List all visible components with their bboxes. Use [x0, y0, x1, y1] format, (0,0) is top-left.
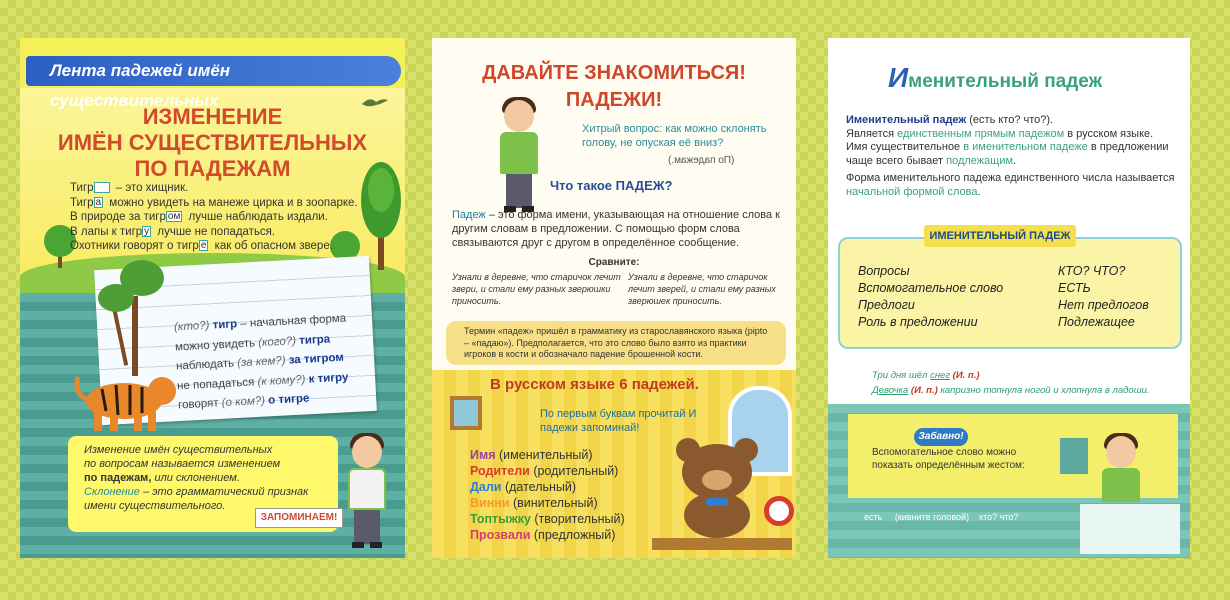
ribbon-title: Лента падежей имён существительных [26, 56, 401, 86]
row-value: КТО? ЧТО? [1058, 264, 1126, 278]
tiger-sentences [70, 181, 370, 254]
window-illustration [1060, 438, 1088, 474]
sentence-line: Тигр – это хищник. [70, 182, 189, 194]
teddy-bear-icon [668, 436, 768, 540]
summary-box-title: ИМЕНИТЕЛЬНЫЙ ПАДЕЖ [924, 225, 1076, 247]
title-line-3: ПО ПАДЕЖАМ [134, 156, 291, 181]
list-item: Имя (именительный) [470, 448, 593, 462]
page-title: ДАВАЙТЕ ЗНАКОМИТЬСЯ! ПАДЕЖИ! [482, 62, 746, 111]
declension-line: не попадаться (к кому?) к тигру [176, 371, 349, 392]
list-item: Топтыжку (творительный) [470, 512, 625, 526]
mirrored-answer: (По падежам.) [668, 155, 735, 166]
remember-label: ЗАПОМИНАЕМ! [255, 508, 343, 528]
declension-line: наблюдать (за кем?) за тигром [175, 351, 345, 373]
row-value: ЕСТЬ [1058, 281, 1091, 295]
ending-box: а [95, 196, 102, 208]
list-item: Прозвали (предложный) [470, 528, 616, 542]
row-label: Вспомогательное слово [858, 281, 1004, 295]
sentence-line: Охотники говорят о тигр е как об опасном звере. [70, 240, 333, 252]
mnemonic-instruction: По первым буквам прочитай И падежи запоминай! [540, 408, 697, 434]
tricky-question: Хитрый вопрос: как можно склонять голову, не опуская её вниз? [582, 123, 767, 149]
page-title [20, 104, 405, 182]
ending-box [94, 182, 110, 193]
nominative-description: Именительный падеж (есть кто? что?). Является единственным прямым падежом в русском языке. Имя существительное в именительном падеже в предложении чаще всего бывает подлежащим. Форма именительного падежа единственного числа называется начальной формой слова. [846, 114, 1175, 198]
rule-note-text: Изменение имён существительных по вопросам называется изменением по падежам, или склонением. Склонение – это грамматический признак имени существительного. [84, 444, 309, 512]
page-title: Именительный падеж [888, 62, 1103, 93]
compare-label: Сравните: [588, 257, 640, 268]
row-label: Вопросы [858, 264, 910, 278]
row-value: Нет предлогов [1058, 298, 1149, 312]
tiger-icon [72, 363, 182, 433]
case-definition: Падеж – это форма имени, указывающая на отношение слова к другим словам в предложении. С помощью форм слова связываются друг с другом в определённое сообщение. [452, 209, 780, 249]
boy-illustration [494, 100, 544, 215]
fun-badge: Забавно! [914, 428, 968, 446]
gesture-note: Вспомогательное слово можно показать определённым жестом: [872, 447, 1025, 471]
term-origin-note: Термин «падеж» пришёл в грамматику из старославянского языка (pipto – «падаю»). Предполагается, что это слово было взято из практики игроков в кости и обозначало падение брошенной кости. [446, 321, 786, 365]
tree-icon [96, 256, 176, 376]
row-value: Подлежащее [1058, 315, 1135, 329]
title-line-2: ИМЁН СУЩЕСТВИТЕЛЬНЫХ [57, 130, 368, 155]
poster-panel-nominative [828, 38, 1190, 558]
bow-tie [706, 498, 728, 506]
list-item: Дали (дательный) [470, 480, 577, 494]
declension-line: говорят (о ком?) о тигре [177, 392, 310, 412]
list-item: Родители (родительный) [470, 464, 619, 478]
ending-box: ом [167, 211, 181, 223]
picture-frame-icon [450, 396, 482, 430]
nominative-examples: Три дня шёл снег (И. п.) Девочка (И. п.) капризно топнула ногой и хлопнула в ладоши. [872, 370, 1150, 396]
white-card [1080, 504, 1180, 554]
row-label: Предлоги [858, 298, 915, 312]
case-mnemonic-list [470, 447, 625, 543]
poster-panel-noun-cases [20, 38, 405, 558]
title-line-1: ИЗМЕНЕНИЕ [142, 104, 283, 129]
sentence-line: Тигр а можно увидеть на манеже цирка и в зоопарке. [70, 196, 358, 209]
example-correct: Узнали в деревне, что старичок лечит зверей, и стали ему разных зверюшек приносить. [628, 272, 776, 306]
declension-line: можно увидеть (кого?) тигра [174, 332, 331, 354]
gesture-example: есть (кивните головой) кто? что? [864, 512, 1019, 522]
six-cases-heading: В русском языке 6 падежей. [490, 376, 699, 393]
poster-panel-cases-intro [432, 38, 796, 558]
declension-line: (кто?) тигр – начальная форма [173, 312, 347, 334]
section-heading: Что такое ПАДЕЖ? [550, 178, 673, 193]
sentence-line: В природе за тигр ом лучше наблюдать издали. [70, 211, 328, 223]
tiger-declension-list [174, 308, 389, 416]
list-item: Винни (винительный) [470, 496, 598, 510]
boy-illustration [1096, 436, 1146, 506]
ball-icon [764, 496, 794, 526]
sentence-line: В лапы к тигр у лучше не попадаться. [70, 225, 276, 238]
ending-box: у [144, 225, 150, 237]
row-label: Роль в предложении [858, 315, 978, 329]
ending-box: е [200, 240, 207, 252]
boy-illustration [342, 436, 392, 551]
example-wrong: Узнали в деревне, что старичок лечит звери, и стали ему разных зверюшки приносить. [452, 272, 621, 306]
